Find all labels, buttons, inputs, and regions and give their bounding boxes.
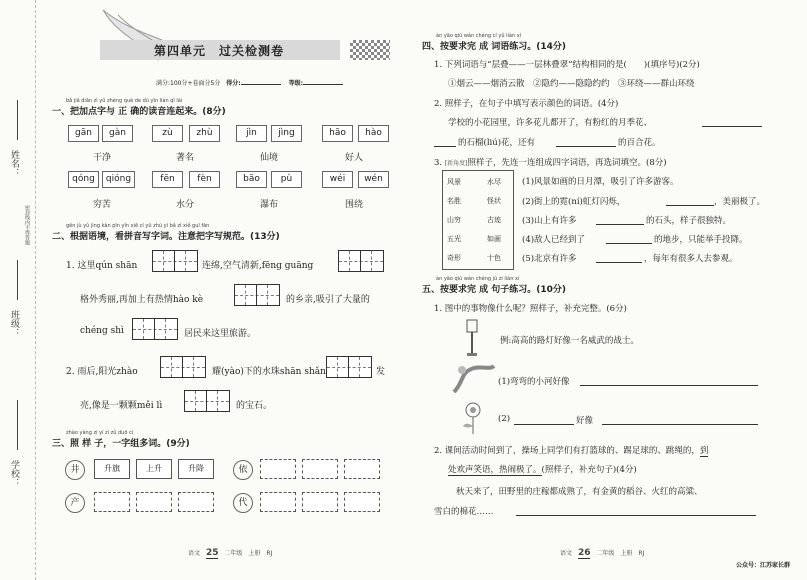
street-lamp-icon	[462, 318, 482, 358]
score-bar	[156, 78, 343, 87]
char-circle: 井	[65, 460, 85, 480]
answer-box[interactable]	[260, 492, 296, 512]
s4-title: 四、按要求完 成 词语练习。(14分)	[422, 42, 567, 52]
left-footer	[188, 548, 272, 558]
s4-q3: 3. [新角度]照样子，先连一连组成四字词语，再选词填空。(8分)	[434, 158, 667, 168]
underlined-char: 到	[699, 446, 709, 456]
left-page	[38, 0, 408, 580]
fill-sentence: 的石头，样子很独特。	[646, 216, 732, 226]
s2-line4b: 耀(yào)下的水珠shān shǎn	[212, 367, 326, 377]
char-circle: 产	[65, 493, 85, 513]
s2-line2a: 格外秀丽,再加上有热情hào kè	[80, 295, 204, 305]
s2-line1b: 连绵,空气清新,fēng guāng	[202, 261, 314, 271]
corner-note: 公众号：江苏家长群	[736, 562, 791, 569]
fill-blank[interactable]	[666, 205, 714, 206]
match-left[interactable]: 五光	[447, 235, 461, 243]
answer-prompt: 好像	[576, 416, 594, 426]
fill-sentence: (3)山上有许多	[522, 216, 577, 226]
vocab-word: 仙境	[260, 153, 279, 163]
flower-icon	[458, 400, 488, 436]
score-label: 得分:	[226, 80, 241, 87]
matching-table	[442, 170, 514, 270]
vocab-word: 干净	[93, 153, 112, 163]
answer-box[interactable]	[302, 492, 338, 512]
s4-pinyin: àn yāo qiú wán chéng cí yǔ liàn xí	[436, 33, 522, 39]
s4-q2b: 的石榴(liú)花，还有	[458, 138, 536, 148]
page-number: 26	[577, 548, 591, 558]
s5-pinyin: àn yāo qiú wán chéng jù zi liàn xí	[436, 276, 520, 282]
s3-title: 三、照 样 子，一字组多词。(9分)	[52, 439, 190, 449]
pinyin-option[interactable]: qóng	[68, 171, 99, 188]
binding-margin	[0, 0, 36, 580]
example-sentence: 例:高高的路灯好像一名威武的战士。	[500, 336, 639, 346]
char-circle: 代	[233, 493, 253, 513]
fill-sentence: (5)北京有许多	[522, 254, 577, 264]
pinyin-option[interactable]: bāo	[236, 171, 267, 188]
pinyin-option[interactable]: pù	[271, 171, 302, 188]
writing-grid[interactable]	[234, 284, 280, 306]
example-word: 升降	[178, 459, 214, 479]
answer-box[interactable]	[94, 492, 130, 512]
pinyin-option[interactable]: jìng	[271, 125, 302, 142]
s5-title: 五、按要求完 成 句子练习。(10分)	[422, 285, 567, 295]
writing-grid[interactable]	[152, 250, 198, 272]
page-title: 第四单元 过关检测卷	[154, 44, 285, 58]
answer-prompt: (2)	[498, 414, 511, 424]
checker-decoration	[350, 40, 390, 60]
answer-line[interactable]	[516, 515, 756, 516]
pinyin-option[interactable]: wéi	[322, 171, 353, 188]
footer-grade: 二年级 上册 RJ	[596, 550, 645, 557]
score-field[interactable]	[241, 84, 281, 85]
pinyin-option[interactable]: gàn	[102, 125, 133, 142]
s1-title: 一、把加点字与 正 确的读音连起来。(8分)	[52, 107, 226, 117]
pinyin-option[interactable]: hào	[358, 125, 389, 142]
s2-line1a: 1. 这里qún shān	[66, 261, 138, 271]
color-blank[interactable]	[434, 146, 456, 147]
pinyin-option[interactable]: hāo	[322, 125, 353, 142]
fill-sentence: (1)风景如画的日月潭，吸引了许多游客。	[522, 177, 679, 187]
s3-pinyin: zhào yàng zi yí zì zǔ duō cí	[66, 430, 134, 436]
vocab-word: 穷苦	[93, 200, 112, 210]
s5-q2a-text: 2. 课间活动时间到了，操场上同学们有打篮球的、踢足球的、跳绳的，	[434, 446, 700, 456]
right-page	[418, 0, 803, 580]
vocab-word: 瀑布	[260, 200, 279, 210]
class-label: 班级：	[9, 310, 19, 337]
answer-prompt: (1)弯弯的小河好像	[498, 377, 570, 387]
s5-q2c: (照样子，补充句子)(4分)	[541, 465, 637, 475]
footer-grade: 二年级 上册 RJ	[224, 550, 273, 557]
match-right[interactable]: 古迹	[487, 216, 501, 224]
right-footer	[560, 548, 644, 558]
underlined-phrase: 处欢声笑语，热闹极了。	[448, 465, 542, 475]
example-word: 升旗	[94, 459, 130, 479]
answer-box[interactable]	[344, 492, 380, 512]
answer-box[interactable]	[302, 459, 338, 479]
river-icon	[452, 362, 496, 396]
vocab-word: 著名	[176, 153, 195, 163]
match-right[interactable]: 怪状	[487, 197, 501, 205]
pinyin-option[interactable]: wén	[358, 171, 389, 188]
name-label: 姓名：	[9, 150, 19, 177]
match-left[interactable]: 风景	[447, 178, 461, 186]
color-blank[interactable]	[702, 126, 762, 127]
school-line	[17, 400, 18, 450]
answer-box[interactable]	[136, 492, 172, 512]
answer-box[interactable]	[344, 459, 380, 479]
class-line	[17, 260, 18, 300]
answer-box[interactable]	[260, 459, 296, 479]
seal-text: 密封线内不得答题	[24, 205, 30, 245]
s5-q2e: 雪白的棉花……	[434, 507, 494, 517]
answer-line[interactable]	[580, 385, 758, 386]
fill-sentence: 的地步，只能举手投降。	[654, 235, 748, 245]
school-label: 学校：	[9, 460, 19, 487]
example-word: 上升	[136, 459, 172, 479]
match-left[interactable]: 山穷	[447, 216, 461, 224]
s4-q2: 2. 照样子，在句子中填写表示颜色的词语。(4分)	[434, 99, 619, 109]
writing-grid[interactable]	[326, 356, 372, 378]
pinyin-option[interactable]: jìn	[236, 125, 267, 142]
s2-line3b: 居民来这里旅游。	[184, 329, 257, 339]
vocab-word: 水分	[176, 200, 195, 210]
pinyin-option[interactable]: fèn	[189, 171, 220, 188]
vocab-word: 好人	[345, 153, 364, 163]
writing-grid[interactable]	[160, 356, 206, 378]
pinyin-option[interactable]: gān	[68, 125, 99, 142]
s4-q3-text: 照样子，先连一连组成四字词语，再选词填空。(8分)	[467, 158, 667, 168]
s5-q2d: 秋天来了，田野里的庄稼都成熟了，有金黄的稻谷、火红的高粱、	[456, 487, 703, 497]
fill-sentence: (2)街上的霓(ní)虹灯闪烁，	[522, 197, 626, 207]
match-right[interactable]: 如画	[487, 235, 501, 243]
new-angle-tag: [新角度]	[444, 160, 468, 167]
pinyin-option[interactable]: zù	[152, 125, 183, 142]
writing-grid[interactable]	[184, 390, 230, 412]
s2-pinyin: gēn jù yǔ jìng kàn pīn yīn xiě cí yǔ zhù yì bǎ zì xiě guī fàn	[66, 223, 210, 229]
pinyin-option[interactable]: qióng	[102, 171, 135, 188]
s2-line5a: 亮,像是一颗颗měi lì	[80, 401, 163, 411]
s1-pinyin: bǎ jiā diǎn zì yǔ zhèng què de dú yīn lián qǐ lái	[66, 98, 183, 104]
s2-line4c: 发	[376, 367, 386, 377]
match-right[interactable]: 十色	[487, 254, 501, 262]
s4-q2a: 学校的小花园里，许多花儿都开了，有粉红的月季花、	[448, 118, 653, 128]
fill-blank[interactable]	[606, 243, 652, 244]
grade-field[interactable]	[303, 84, 343, 85]
s5-q2a	[434, 444, 708, 457]
writing-grid[interactable]	[338, 250, 384, 272]
fill-blank[interactable]	[596, 224, 644, 225]
color-blank[interactable]	[556, 146, 616, 147]
answer-box[interactable]	[178, 492, 214, 512]
match-left[interactable]: 奇形	[447, 254, 461, 262]
footer-subject: 语文	[188, 550, 201, 557]
fill-sentence: (4)敌人已经到了	[522, 235, 586, 245]
answer-line[interactable]	[514, 424, 574, 425]
s2-line2b: 的乡亲,吸引了大量的	[286, 295, 370, 305]
s5-q1: 1. 图中的事物像什么呢？照样子，补充完整。(6分)	[434, 304, 627, 314]
match-left[interactable]: 名胜	[447, 197, 461, 205]
writing-grid[interactable]	[132, 318, 178, 340]
name-line	[17, 100, 18, 140]
title-banner	[100, 40, 340, 60]
grade-label: 等级:	[288, 80, 303, 87]
fill-sentence: ，每年有很多人去参观。	[644, 254, 738, 264]
s4-q1-options: ①烟云——烟消云散 ②隐约——隐隐约约 ③环绕——群山环绕	[448, 79, 695, 89]
s4-q1: 1. 下列词语与“层叠——一层林叠翠”结构相同的是( )(填序号)(2分)	[434, 60, 700, 70]
full-score: 满分:100分+卷面分5分	[156, 80, 221, 87]
s2-line3a: chéng shì	[80, 326, 124, 336]
match-right[interactable]: 水尽	[487, 178, 501, 186]
pinyin-option[interactable]: zhù	[189, 125, 220, 142]
fill-sentence: ，美丽极了。	[714, 197, 766, 207]
s5-q2b	[448, 463, 637, 476]
footer-subject: 语文	[560, 550, 573, 557]
page-number: 25	[205, 548, 219, 558]
fill-blank[interactable]	[596, 262, 642, 263]
pinyin-option[interactable]: fēn	[152, 171, 183, 188]
s4-q2c: 的百合花。	[618, 138, 661, 148]
answer-line[interactable]	[602, 424, 758, 425]
vocab-word: 围绕	[345, 200, 364, 210]
s2-line4a: 2. 雨后,阳光zhào	[66, 367, 138, 377]
s2-line5b: 的宝石。	[236, 401, 273, 411]
s2-title: 二、根据语境，看拼音写字词。注意把字写规范。(13分)	[52, 232, 280, 242]
char-circle: 依	[233, 460, 253, 480]
